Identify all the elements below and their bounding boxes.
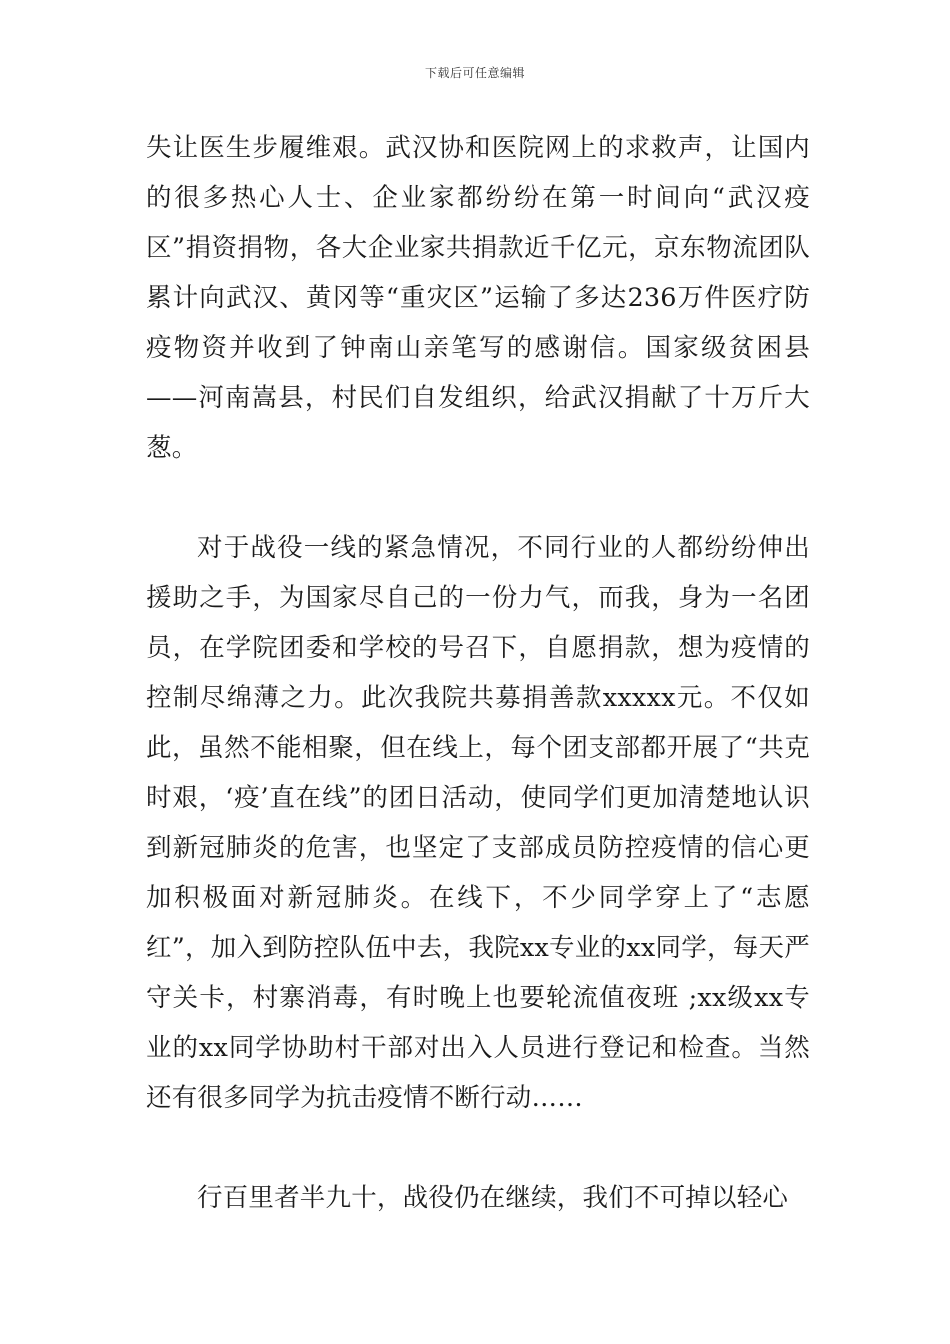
paragraph-donations: 失让医生步履维艰。武汉协和医院网上的求救声，让国内的很多热心人士、企业家都纷纷在第一时间向“武汉疫区”捐资捐物，各大企业家共捐款近千亿元，京东物流团队累计向武汉、黄冈等“重灾区”运输了多达236万件医疗防疫物资并收到了钟南山亲笔写的感谢信。国家级贫困县——河南嵩县，村民们自发组织，给武汉捐献了十万斤大葱。	[146, 133, 810, 463]
paragraph-student-actions: 对于战役一线的紧急情况，不同行业的人都纷纷伸出援助之手，为国家尽自己的一份力气，而我，身为一名团员，在学院团委和学校的号召下，自愿捐款，想为疫情的控制尽绵薄之力。此次我院共募捐善款xxxxx元。不仅如此，虽然不能相聚，但在线上，每个团支部都开展了“共克时艰，‘疫’直在线”的团日活动，使同学们更加清楚地认识到新冠肺炎的危害，也坚定了支部成员防控疫情的信心更加积极面对新冠肺炎。在线下，不少同学穿上了“志愿红”，加入到防控队伍中去，我院xx专业的xx同学，每天严守关卡，村寨消毒，有时晚上也要轮流值夜班 ;xx级xx专业的xx同学协助村干部对出入人员进行登记和检查。当然还有很多同学为抗击疫情不断行动……	[146, 533, 810, 1113]
page-header: 下载后可任意编辑	[424, 66, 525, 80]
paragraph-gap	[146, 1123, 810, 1173]
paragraph-conclusion-start: 行百里者半九十，战役仍在继续，我们不可掉以轻心	[197, 1183, 789, 1213]
document-body	[146, 123, 810, 1223]
paragraph-gap	[146, 473, 810, 523]
